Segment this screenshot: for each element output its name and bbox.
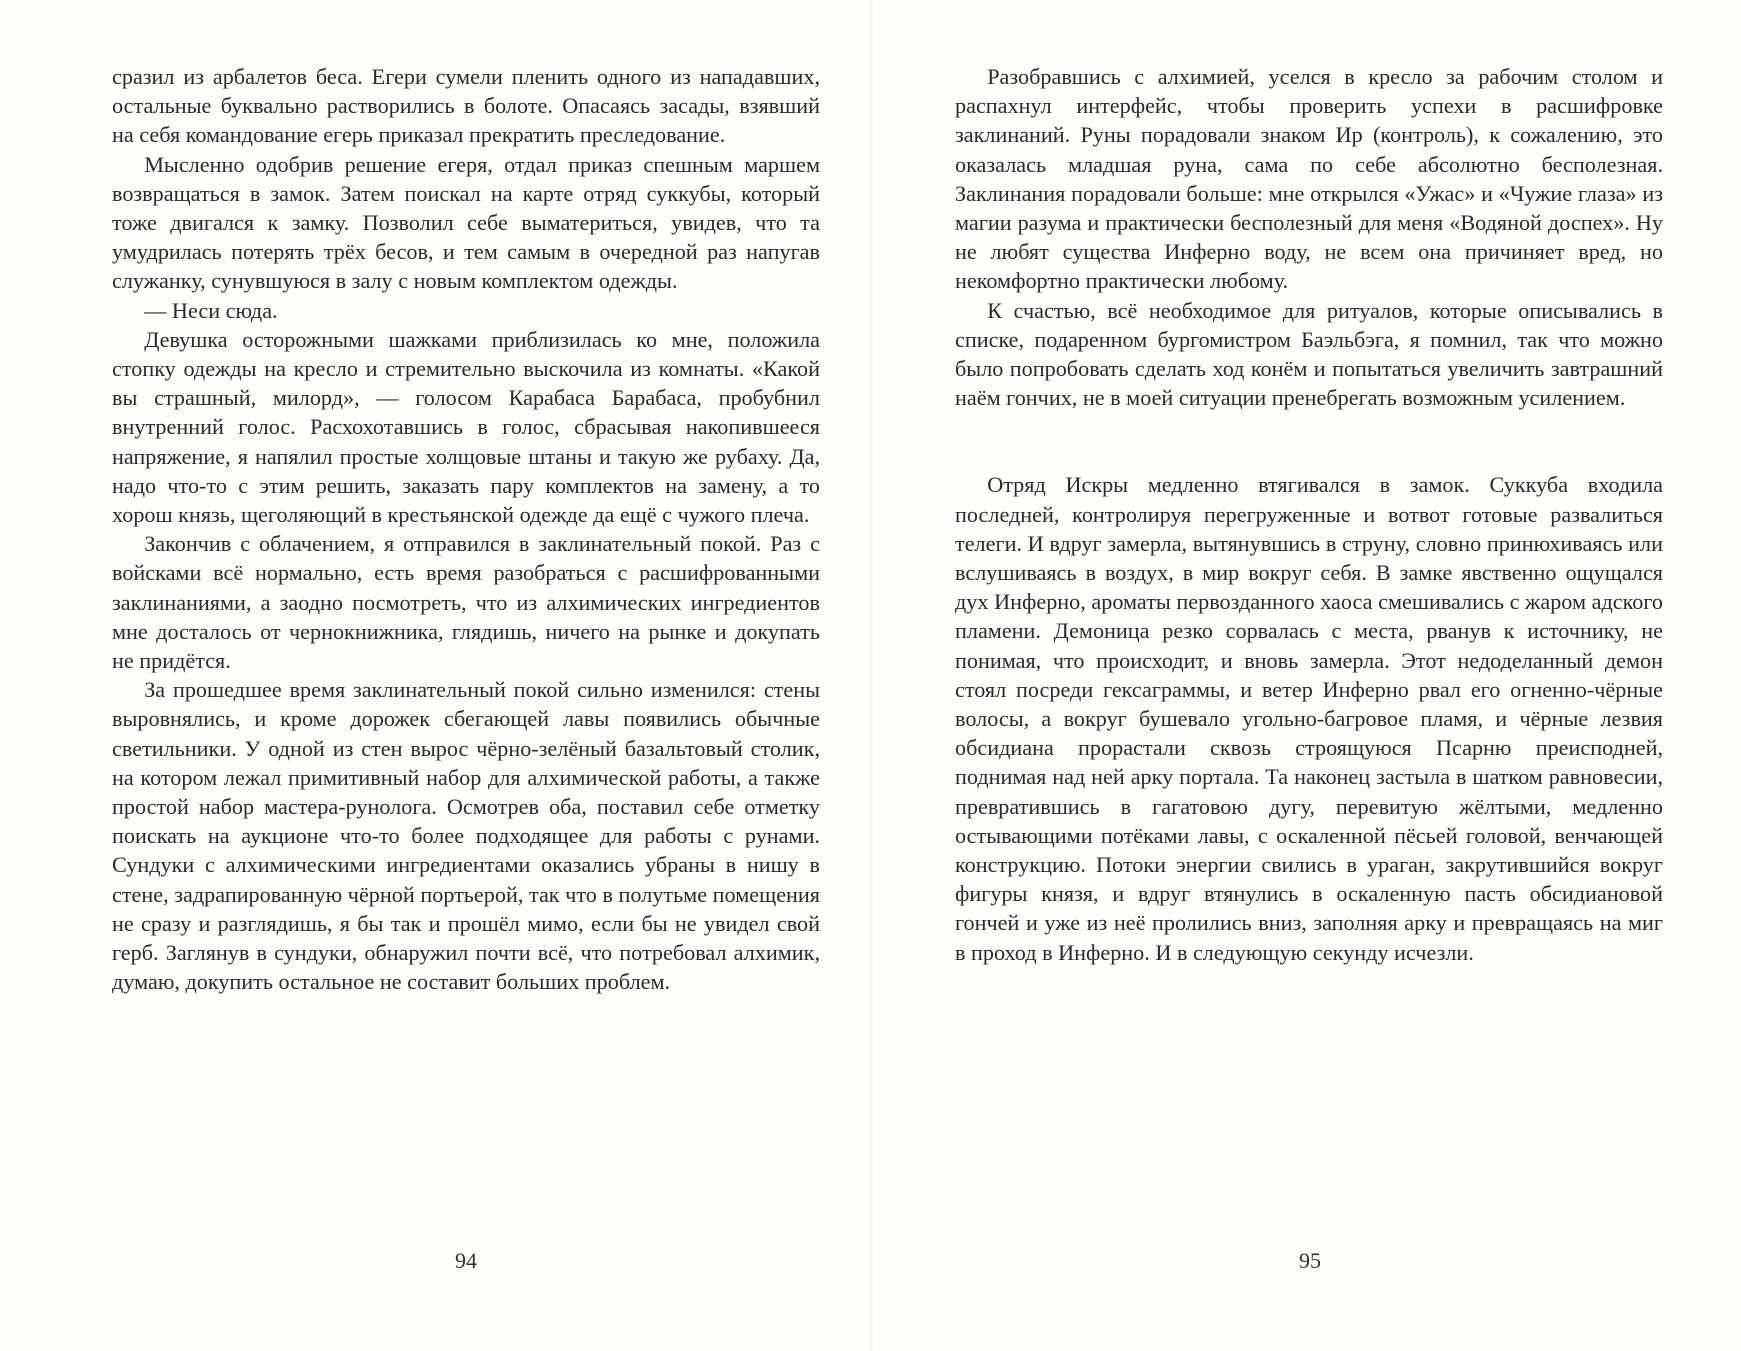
paragraph: Мысленно одобрив решение егеря, отдал приказ спешным маршем возвращаться в замок. Затем поискал на карте отряд суккубы, который тоже двигался к замку. Позволил себе выматериться, увидев, что та умудрилась потерять трёх бесов, и тем самым в очередной раз напугав служанку, сунувшуюся в залу с новым комплектом одежды. [112,151,820,294]
page-number-left: 94 [455,1248,477,1273]
section-break [955,412,1663,470]
page-number-right: 95 [1299,1248,1321,1273]
left-page [112,62,820,997]
right-page [955,62,1663,967]
paragraph: Разобравшись с алхимией, уселся в кресло за рабочим столом и распахнул интерфейс, чтобы проверить успехи в расшифровке заклинаний. Руны порадовали знаком Ир (контроль), к сожалению, это оказалась младшая руна, сама по себе абсолютно бесполезная. Заклинания порадовали больше: мне открылся «Ужас» и «Чужие глаза» из магии разума и практически бесполезный для меня «Водяной доспех». Ну не любят существа Инферно воду, не всем она причиняет вред, но некомфортно практически любому. [955,64,1663,294]
book-gutter [868,0,874,1351]
paragraph: сразил из арбалетов беса. Егери сумели пленить одного из нападавших, остальные буквально растворились в болоте. Опасаясь засады, взявший на себя командование егерь приказал прекратить преследование. [112,64,820,148]
dialog-line: — Неси сюда. [144,297,278,323]
paragraph: За прошедшее время заклинательный покой сильно изменился: стены выровнялись, и кроме дорожек сбегающей лавы появились обычные светильники. У одной из стен вырос чёрно-зелёный базальтовый столик, на котором лежал примитивный набор для алхимической работы, а также простой набор мастера-рунолога. Осмотрев оба, поставил себе отметку поискать на аукционе что-то более подходящее для работы с рунами. Сундуки с алхимическими ингредиентами оказались убраны в нишу в стене, задрапированную чёрной портьерой, так что в полутьме помещения не сразу и разглядишь, я бы так и прошёл мимо, если бы не увидел свой герб. Заглянув в сундуки, обнаружил почти всё, что потребовал алхимик, думаю, докупить остальное не составит больших проблем. [112,677,820,995]
paragraph: К счастью, всё необходимое для ритуалов, которые описывались в списке, подаренном бургомистром Баэльбэга, я помнил, так что можно было попробовать сделать ход конём и попытаться увеличить завтрашний наём гончих, не в моей ситуации пренебрегать возможным усилением. [955,297,1663,411]
paragraph: Девушка осторожными шажками приблизилась ко мне, положила стопку одежды на кресло и стремительно выскочила из комнаты. «Какой вы страшный, милорд», — голосом Карабаса Барабаса, пробубнил внутренний голос. Расхохотавшись в голос, сбрасывая накопившееся напряжение, я напялил простые холщовые штаны и такую же рубаху. Да, надо что-то с этим решить, заказать пару комплектов на замену, а то хорош князь, щеголяющий в крестьянской одежде да ещё с чужого плеча. [112,326,820,528]
paragraph: Отряд Искры медленно втягивался в замок. Суккуба входила последней, контролируя перегруженные и вотвот готовые развалиться телеги. И вдруг замерла, вытянувшись в струну, словно принюхиваясь или вслушиваясь в воздух, в мир вокруг себя. В замке явственно ощущался дух Инферно, ароматы первозданного хаоса смешивались с жаром адского пламени. Демоница резко сорвалась с места, рванув к источнику, не понимая, что происходит, и вновь замерла. Этот недоделанный демон стоял посреди гексаграммы, и ветер Инферно рвал его огненно-чёрные волосы, а вокруг бушевало угольно-багровое пламя, и чёрные лезвия обсидиана прорастали сквозь строящуюся Псарню преисподней, поднимая над ней арку портала. Та наконец застыла в шатком равновесии, превратившись в гагатовою дугу, перевитую жёлтыми, медленно остывающими потёками лавы, с оскаленной пёсьей головой, венчающей конструкцию. Потоки энергии свились в ураган, закрутившийся вокруг фигуры князя, и вдруг втянулись в оскаленную пасть обсидиановой гончей и уже из неё пролились вниз, заполняя арку и превращаясь на миг в проход в Инферно. И в следующую секунду исчезли. [955,472,1663,965]
paragraph: Закончив с облачением, я отправился в заклинательный покой. Раз с войсками всё нормально, есть время разобраться с расшифрованными заклинаниями, а заодно посмотреть, что из алхимических ингредиентов мне досталось от чернокнижника, глядишь, ничего на рынке и докупать не придётся. [112,531,820,674]
